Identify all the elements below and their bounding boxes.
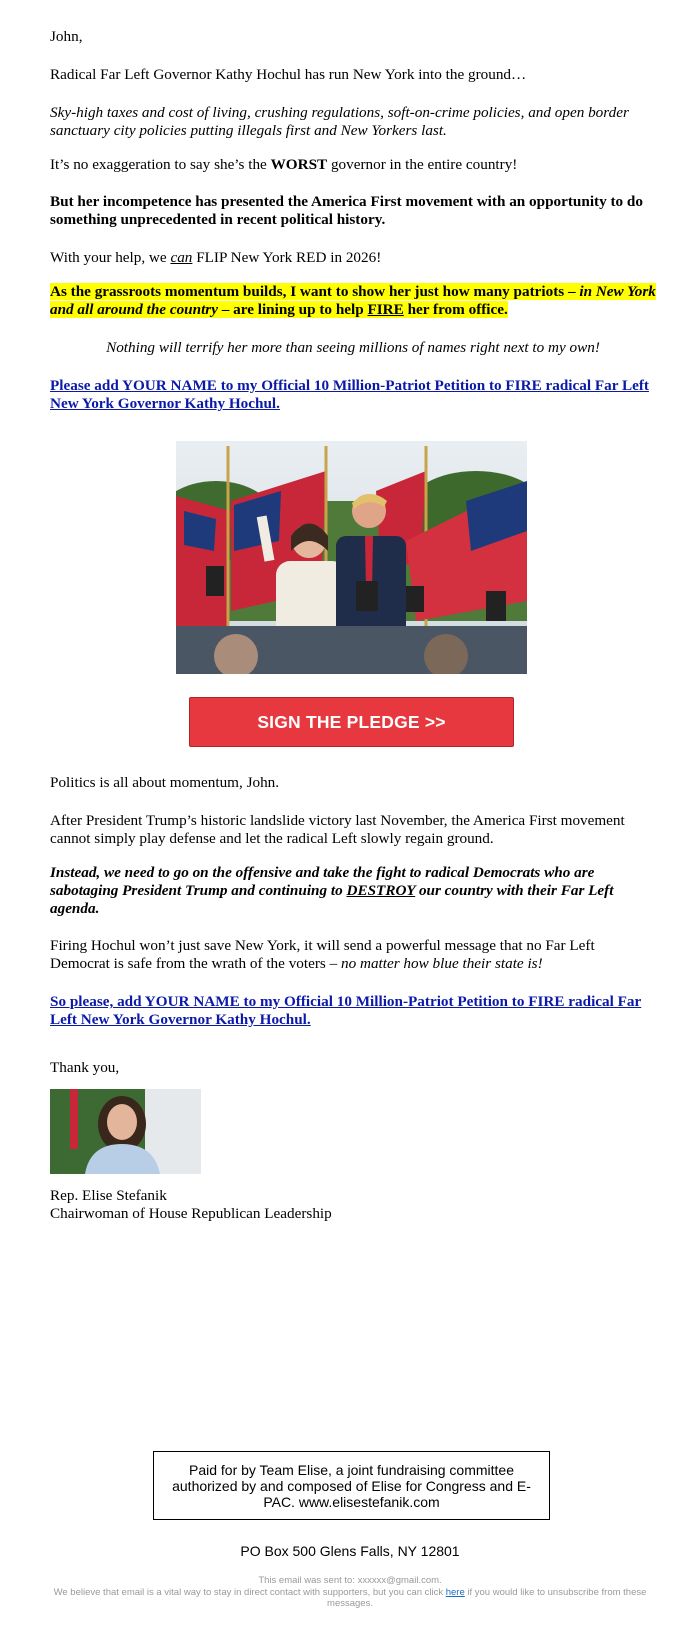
rally-photo-image	[176, 441, 527, 674]
trump-stefanik-photo[interactable]	[176, 441, 527, 674]
defense-paragraph: After President Trump’s historic landslide victory last November, the America First movement cannot simply play defense and let the radical Left slowly regain ground.	[50, 812, 625, 847]
highlighted-paragraph: As the grassroots momentum builds, I want to show her just how many patriots – in New York and all around the country – are lining up to help FIRE her from office.	[50, 283, 656, 318]
signature-name: Rep. Elise Stefanik	[50, 1187, 167, 1204]
closing-text: Thank you,	[50, 1059, 120, 1076]
signature-title: Chairwoman of House Republican Leadership	[50, 1205, 332, 1222]
sign-pledge-button[interactable]: SIGN THE PLEDGE >>	[189, 697, 514, 747]
mailing-address: PO Box 500 Glens Falls, NY 12801	[240, 1543, 460, 1559]
petition-link-bottom[interactable]: So please, add YOUR NAME to my Official 10 Million-Patriot Petition to FIRE radical Far Left New York Governor Kathy Hochul.	[50, 993, 642, 1028]
portrait-image	[50, 1089, 201, 1174]
offensive-paragraph: Instead, we need to go on the offensive and take the fight to radical Democrats who are sabotaging President Trump and continuing to DESTROY our country with their Far Left agenda.	[50, 864, 614, 917]
petition-link-top[interactable]: Please add YOUR NAME to my Official 10 Million-Patriot Petition to FIRE radical Far Left New York Governor Kathy Hochul.	[50, 377, 649, 412]
stefanik-portrait	[50, 1089, 201, 1174]
intro-paragraph: Radical Far Left Governor Kathy Hochul has run New York into the ground…	[50, 66, 527, 83]
opportunity-paragraph: But her incompetence has presented the America First movement with an opportunity to do something unprecedented in recent political history.	[50, 193, 643, 228]
terrify-paragraph: Nothing will terrify her more than seeing millions of names right next to my own!	[106, 339, 600, 356]
footer-unsubscribe: We believe that email is a vital way to stay in direct contact with supporters, but you can click here if you would like to unsubscribe from these messages.	[53, 1587, 647, 1609]
unsubscribe-link[interactable]: here	[445, 1587, 465, 1598]
footer-sent-to: This email was sent to: xxxxxx@gmail.com.	[258, 1575, 442, 1586]
momentum-paragraph: Politics is all about momentum, John.	[50, 774, 280, 791]
worst-governor-paragraph: It’s no exaggeration to say she’s the WORST governor in the entire country!	[50, 156, 518, 173]
firing-hochul-paragraph: Firing Hochul won’t just save New York, it will send a powerful message that no Far Left Democrat is safe from the wrath of the voters – no matter how blue their state is!	[50, 937, 595, 972]
greeting: John,	[50, 28, 83, 45]
flip-ny-paragraph: With your help, we can FLIP New York RED in 2026!	[50, 249, 382, 266]
issues-paragraph: Sky-high taxes and cost of living, crushing regulations, soft-on-crime policies, and open border sanctuary city policies putting illegals first and New Yorkers last.	[50, 104, 629, 139]
paid-for-disclaimer: Paid for by Team Elise, a joint fundraising committee authorized by and composed of Elise for Congress and E-PAC. www.elisestefanik.com	[153, 1451, 550, 1520]
